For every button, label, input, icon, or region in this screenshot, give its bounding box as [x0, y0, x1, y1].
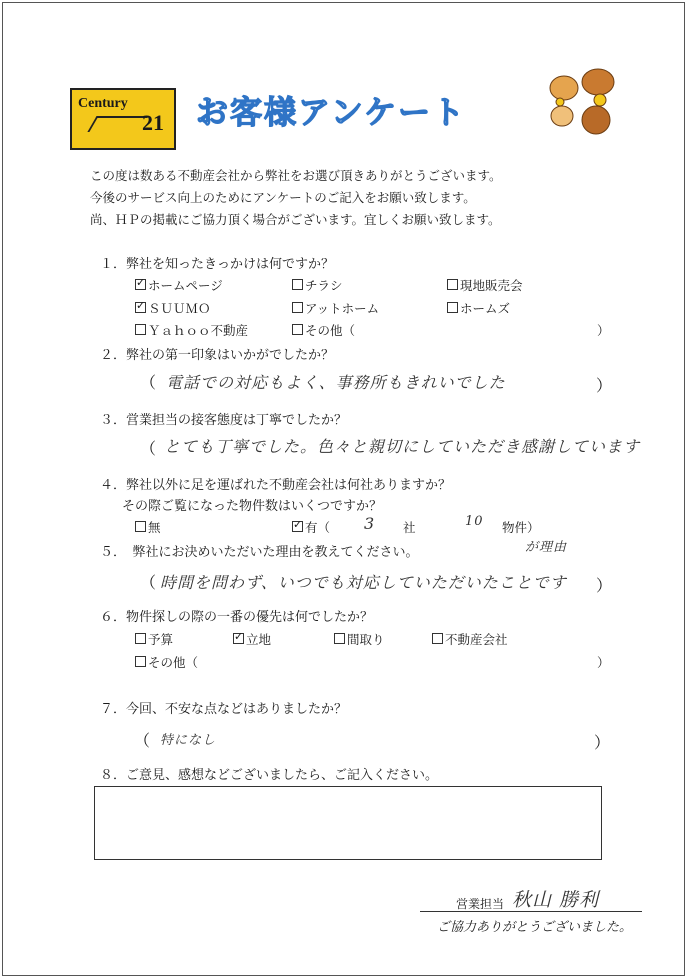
question-7-label: ７．今回、不安な点などはありましたか？: [100, 702, 348, 717]
question-4-sub: その際ご覧になった物件数はいくつですか？: [122, 499, 383, 514]
checkbox[interactable]: [135, 656, 146, 667]
q2-close-paren: ）: [596, 376, 613, 395]
checkbox[interactable]: [447, 302, 458, 313]
q6-option-other[interactable]: [135, 653, 198, 671]
checkbox[interactable]: [292, 324, 303, 335]
checkbox[interactable]: [135, 633, 146, 644]
q1-other-close-paren: ）: [597, 323, 610, 338]
option-label: アットホーム: [305, 301, 380, 316]
q1-option-homepage[interactable]: [135, 276, 223, 294]
question-5-label: ５． 弊社にお決めいただいた理由を教えてください。: [100, 545, 419, 560]
checkbox-checked[interactable]: [233, 633, 244, 644]
option-label: Ｙａｈｏｏ不動産: [148, 323, 249, 338]
checkbox[interactable]: [292, 302, 303, 313]
q2-handwritten-answer: 電話での対応もよく、事務所もきれいでした: [166, 373, 506, 392]
option-label: チラシ: [305, 278, 343, 293]
q3-open-paren: （: [140, 439, 157, 458]
question-1-label: １．弊社を知ったきっかけは何ですか？: [100, 257, 335, 272]
question-2-label: ２．弊社の第一印象はいかがでしたか？: [100, 348, 335, 363]
q5-open-paren: （: [140, 573, 157, 592]
option-label: 予算: [148, 632, 174, 647]
q2-open-paren: （: [140, 373, 157, 392]
q1-option-yahoo[interactable]: [135, 321, 248, 339]
intro-line-1: この度は数ある不動産会社から弊社をお選び頂きありがとうございます。: [90, 168, 502, 183]
logo-roof: [87, 116, 148, 132]
q1-option-athome[interactable]: [292, 299, 379, 317]
logo-number: 21: [142, 110, 164, 135]
q3-handwritten-answer: とても丁寧でした。色々と親切にしていただき感謝しています: [164, 437, 641, 456]
option-label: 現地販売会: [460, 278, 523, 293]
comment-box[interactable]: [94, 786, 602, 860]
checkbox-checked[interactable]: [135, 302, 146, 313]
option-label: 立地: [246, 632, 272, 647]
q1-option-open-house[interactable]: [447, 276, 523, 294]
q4-option-yes[interactable]: [292, 518, 330, 536]
q5-handwritten-answer: 時間を問わず、いつでも対応していただいたことです: [160, 573, 567, 592]
q6-other-close-paren: ）: [597, 655, 610, 670]
checkbox-checked[interactable]: [292, 521, 303, 532]
question-3-label: ３．営業担当の接客態度は丁寧でしたか？: [100, 413, 348, 428]
option-label: その他（: [148, 655, 199, 670]
q6-option-agency[interactable]: [432, 630, 508, 648]
q5-handwritten-insert: が理由: [525, 540, 568, 555]
checkbox[interactable]: [334, 633, 345, 644]
q6-option-floorplan[interactable]: [334, 630, 385, 648]
q6-option-location[interactable]: [233, 630, 271, 648]
q4-company-unit: 社: [403, 520, 416, 535]
thanks-message: ご協力ありがとうございました。: [437, 920, 633, 935]
signature-line: [420, 911, 642, 912]
q1-option-homes[interactable]: [447, 299, 510, 317]
question-6-label: ６．物件探しの際の一番の優先は何でしたか？: [100, 610, 374, 625]
intro-line-2: 今後のサービス向上のためにアンケートのご記入をお願い致します。: [90, 190, 476, 205]
q1-option-other[interactable]: [292, 321, 355, 339]
checkbox-checked[interactable]: [135, 279, 146, 290]
option-label: 無: [148, 520, 161, 535]
option-label: 有（: [305, 520, 331, 535]
mascot-dogs-image: [540, 58, 624, 144]
option-label: 間取り: [347, 632, 385, 647]
question-8-label: ８．ご意見、感想などございましたら、ご記入ください。: [100, 768, 439, 783]
q6-option-budget[interactable]: [135, 630, 173, 648]
staff-label: 営業担当: [456, 897, 505, 911]
q7-close-paren: ）: [594, 733, 611, 752]
checkbox[interactable]: [135, 324, 146, 335]
checkbox[interactable]: [135, 521, 146, 532]
q7-handwritten-answer: 特になし: [160, 733, 217, 748]
question-4-label: ４．弊社以外に足を運ばれた不動産会社は何社ありますか？: [100, 478, 452, 493]
q4-option-none[interactable]: [135, 518, 161, 536]
option-label: ホームページ: [148, 278, 223, 293]
q1-option-flyer[interactable]: [292, 276, 343, 294]
intro-line-3: 尚、ＨＰの掲載にご協力頂く場合がございます。宜しくお願い致します。: [90, 212, 501, 227]
checkbox[interactable]: [432, 633, 443, 644]
option-label: ホームズ: [460, 301, 511, 316]
option-label: ＳＵＵＭＯ: [148, 301, 211, 316]
century21-logo: [70, 88, 176, 150]
q5-close-paren: ）: [596, 576, 613, 595]
q7-open-paren: （: [134, 731, 151, 750]
logo-brand: Century: [78, 96, 128, 111]
checkbox[interactable]: [447, 279, 458, 290]
q4-company-count: 3: [364, 514, 376, 533]
option-label: 不動産会社: [445, 632, 508, 647]
survey-title: お客様アンケート: [196, 93, 467, 131]
checkbox[interactable]: [292, 279, 303, 290]
option-label: その他（: [305, 323, 356, 338]
q1-option-suumo[interactable]: [135, 299, 211, 317]
q4-property-unit: 物件）: [502, 520, 540, 535]
staff-name-signature: 秋山 勝利: [512, 889, 600, 911]
q4-property-count: 10: [465, 514, 484, 529]
